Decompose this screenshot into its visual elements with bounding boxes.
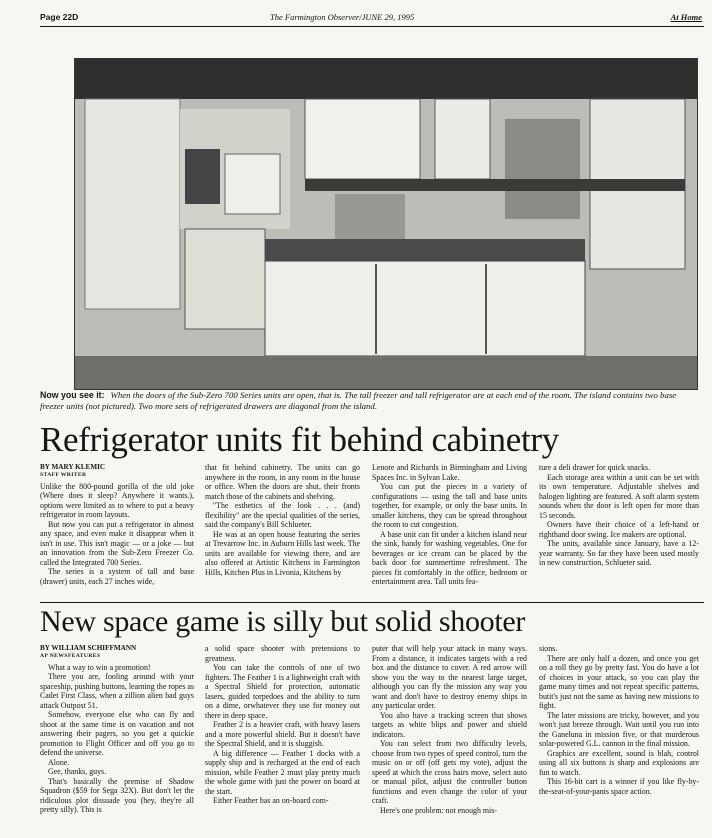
- paragraph: A big difference — Feather 1 docks with a supply ship and is recharged at the end of each mission, while Feather 2 must play pretty much the whole game with just the power on board at the start.: [205, 748, 360, 796]
- caption-text: When the doors of the Sub-Zero 700 Series units are open, that is. The tall freezer and tall refrigerator are at each end of the room. The island contains two base freezer units (not pictured). Two more sets of refrigerated drawers are diagonal from the island.: [40, 390, 677, 411]
- paragraph: The series is a system of tall and base (drawer) units, each 27 inches wide,: [40, 567, 194, 586]
- paragraph: Somehow, everyone else who can fly and shoot at the same time is on vacation and not answering their pagers, so you get a quickie promotion to Flight Officer and off you go to defend the universe.: [40, 710, 194, 757]
- article1-byline: BY MARY KLEMIC: [40, 463, 106, 471]
- paragraph: Lenore and Richards in Birmingham and Living Spaces Inc. in Sylvan Lake.: [372, 463, 527, 482]
- article2-byline: BY WILLIAM SCHIFFMANN: [40, 644, 137, 652]
- article2-column-2: [205, 644, 360, 834]
- paragraph: sions.: [539, 644, 558, 653]
- paragraph: Gee, thanks, guys.: [48, 767, 107, 776]
- paragraph: What a way to win a promotion!: [48, 662, 151, 672]
- caption-lead: Now you see it:: [40, 390, 105, 400]
- header-rule: [40, 26, 704, 27]
- paragraph: that fit behind cabinetry. The units can go anywhere in the room, in any room in the house or office. When the doors are shut, their fronts match those of the cabinets and shelving.: [205, 463, 360, 501]
- article2-role: AP NEWSFEATURES: [40, 652, 101, 659]
- article1-column-4: [539, 463, 699, 598]
- paragraph: You also have a tracking screen that shows targets as white blips and power and shield indicators.: [372, 710, 527, 739]
- paragraph: The units, available since January, have a 12-year warranty. So far they have been used mostly in new construction, Schlueter said.: [539, 539, 699, 567]
- paragraph: You can take the controls of one of two fighters. The Feather 1 is a lightweight craft with a Spectral Shield for protection, automatic lasers, guided torpedoes and the ability to turn on a dime, orwhatever they use for money out there in deep space.: [205, 663, 360, 720]
- article2-column-4: [539, 644, 699, 834]
- paragraph: Feather 2 is a heavier craft, with heavy lasers and a more powerful shield. But it doesn't have the Spectral Shield, and it is sluggish.: [205, 720, 360, 748]
- paragraph: Alone.: [48, 757, 70, 767]
- masthead: The Farmington Observer/JUNE 29, 1995: [270, 12, 415, 22]
- paragraph: A base unit can fit under a kitchen island near the sink, handy for washing vegetables. One for beverages or ice cream can be placed by the back door for summertime refreshment. The pieces fit comfortably in the office, bedroom or entertainment area. Tall units fea-: [372, 529, 527, 586]
- paragraph: He was at an open house featuring the series at Trevarrow Inc. in Auburn Hills last week. The units are available for viewing there, and are also offered at Artistic Kitchens in Farmington Hills, Kitchen Plus in Livonia, Kitchens by: [205, 529, 360, 577]
- paragraph: Owners have their choice of a left-hand or righthand door swing. Ice makers are optional.: [539, 520, 699, 539]
- paragraph: You can put the pieces in a variety of configurations — using the tall and base units together, for example, or only the base units. In smaller kitchens, they can be spread throughout the room to cut congestion.: [372, 482, 527, 529]
- paragraph: There you are, fooling around with your spaceship, pushing buttons, learning the ropes as Cadet First Class, when a zillion alien bad guys attack Outpost 51.: [40, 672, 194, 710]
- page-number: Page 22D: [40, 12, 79, 22]
- article1-role: STAFF WRITER: [40, 471, 87, 478]
- article2-column-1: [40, 644, 194, 834]
- article1-column-3: [372, 463, 527, 598]
- section-name: At Home: [670, 12, 702, 22]
- kitchen-photo: [74, 58, 698, 390]
- paragraph: a solid space shooter with pretensions to greatness.: [205, 644, 360, 663]
- article1-column-1: [40, 463, 194, 598]
- article1-column-2: [205, 463, 360, 598]
- headline-space-game: New space game is silly but solid shooter: [40, 605, 526, 638]
- page-header: [40, 6, 704, 26]
- paragraph: There are only half a dozen, and once you get on a roll they go by pretty fast. You do have a lot of choices in your attack, so you can play the game many times and not repeat specific patterns, butit's just not the same as having new missions to fight.: [539, 653, 699, 710]
- headline-refrigerator: Refrigerator units fit behind cabinetry: [40, 420, 559, 459]
- paragraph: Each storage area within a unit can be set with its own temperature. Adjustable shelves and halogen lighting are featured. A soft alarm system sounds when the door is left open for more than 15 seconds.: [539, 472, 699, 520]
- article2-column-3: [372, 644, 527, 834]
- paragraph: That's basically the premise of Shadow Squadron ($59 for Sega 32X). But don't let the ridiculous plot dissuade you (hey, they're all pretty silly). This is: [40, 776, 194, 814]
- paragraph: Here's one problem: not enough mis-: [380, 805, 497, 815]
- paragraph: "The esthetics of the look . . . (and) flexibility" are the special qualities of the series, said the company's Bill Schlueter.: [205, 501, 360, 529]
- paragraph: Unlike the 800-pound gorilla of the old joke (Where does it sleep? Anywhere it wants.), options were limited as to where to put a heavy refrigerator in room layouts.: [40, 481, 194, 519]
- paragraph: The later missions are tricky, however, and you won't just breeze through. Wait until you run into the Ganeluna in mission five, or that murderous solar-powered G.L. cannon in the final mission.: [539, 710, 699, 748]
- photo-caption: [40, 390, 700, 412]
- paragraph: You can select from two difficulty levels, choose from two types of speed control, turn the music on or off (off gets my vote), adjust the speed at which the cross hairs move, select auto or manual pilot, adjust the controller button functions and even change the color of your craft.: [372, 739, 527, 805]
- paragraph: But now you can put a refrigerator in almost any space, and even make it disappear when it isn't in use. This isn't magic — or a joke — but an innovation from the Sub-Zero Freezer Co. called the Integrated 700 Series.: [40, 519, 194, 567]
- paragraph: puter that will help your attack in many ways. From a distance, it indicates targets with a red box and the distance to cover. A red arrow will show you the way to the nearest large target, although you can fly the mission any way you want and don't have to destroy enemy ships in any particular order.: [372, 644, 527, 710]
- article-divider: [40, 602, 704, 603]
- paragraph: Either Feather has an on-board com-: [213, 796, 329, 805]
- paragraph: This 16-bit cart is a winner if you like fly-by-the-seat-of-your-pants space action.: [539, 777, 699, 796]
- paragraph: ture a deli drawer for quick snacks.: [539, 463, 651, 472]
- paragraph: Graphics are excellent, sound is blah, control using all six buttons is sharp and explosions are fun to watch.: [539, 748, 699, 777]
